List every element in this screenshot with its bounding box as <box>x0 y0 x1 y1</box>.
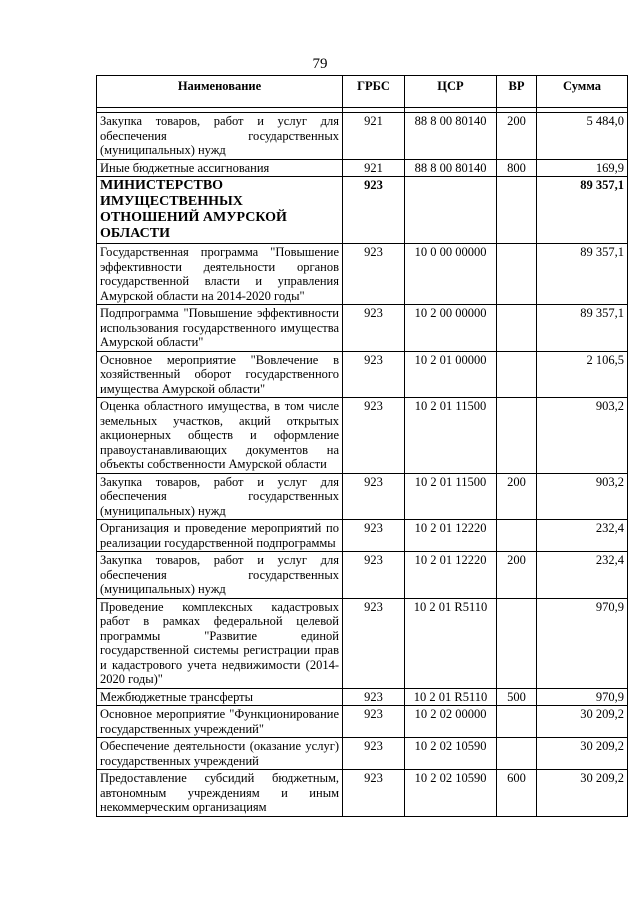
cell-vr: 200 <box>497 552 537 599</box>
table-row <box>97 688 628 706</box>
cell-name: Межбюджетные трансферты <box>97 688 343 706</box>
cell-sum: 169,9 <box>537 159 628 177</box>
cell-grbs: 923 <box>343 473 405 520</box>
cell-vr <box>497 244 537 305</box>
column-header-name: Наименование <box>97 76 343 108</box>
cell-csr: 10 2 01 00000 <box>405 351 497 398</box>
cell-sum: 970,9 <box>537 598 628 688</box>
table-row <box>97 305 628 352</box>
page-number: 79 <box>312 56 328 72</box>
table-row <box>97 770 628 817</box>
cell-sum: 232,4 <box>537 520 628 552</box>
cell-csr: 10 2 02 10590 <box>405 738 497 770</box>
cell-name: Обеспечение деятельности (оказание услуг) государственных учреждений <box>97 738 343 770</box>
cell-csr: 10 2 00 00000 <box>405 305 497 352</box>
table-row <box>97 552 628 599</box>
cell-grbs: 923 <box>343 770 405 817</box>
cell-sum: 30 209,2 <box>537 770 628 817</box>
cell-sum: 30 209,2 <box>537 706 628 738</box>
cell-sum: 89 357,1 <box>537 244 628 305</box>
cell-csr: 10 2 01 12220 <box>405 520 497 552</box>
cell-name: Закупка товаров, работ и услуг для обеспечения государственных (муниципальных) нужд <box>97 113 343 160</box>
cell-name: Проведение комплексных кадастровых работ в рамках федеральной целевой программы "Развитие единой государственной системы регистрации прав и кадастрового учета недвижимости (2014-2020 годы)" <box>97 598 343 688</box>
cell-csr <box>405 177 497 244</box>
cell-csr: 10 2 01 R5110 <box>405 688 497 706</box>
cell-vr: 200 <box>497 113 537 160</box>
cell-grbs: 923 <box>343 706 405 738</box>
cell-vr: 500 <box>497 688 537 706</box>
cell-grbs: 923 <box>343 244 405 305</box>
cell-vr <box>497 305 537 352</box>
cell-grbs: 921 <box>343 113 405 160</box>
cell-csr: 88 8 00 80140 <box>405 159 497 177</box>
cell-sum: 5 484,0 <box>537 113 628 160</box>
column-header-grbs: ГРБС <box>343 76 405 108</box>
cell-csr: 10 2 01 11500 <box>405 473 497 520</box>
cell-vr <box>497 706 537 738</box>
cell-name: Подпрограмма "Повышение эффективности использования государственного имущества Амурской области" <box>97 305 343 352</box>
table-row <box>97 159 628 177</box>
table-header-row <box>97 76 628 108</box>
table-row <box>97 598 628 688</box>
table-body <box>97 113 628 817</box>
cell-grbs: 923 <box>343 598 405 688</box>
cell-name: Основное мероприятие "Вовлечение в хозяйственный оборот государственного имущества Амурской области" <box>97 351 343 398</box>
cell-sum: 232,4 <box>537 552 628 599</box>
cell-csr: 10 0 00 00000 <box>405 244 497 305</box>
cell-grbs: 923 <box>343 177 405 244</box>
table-row <box>97 706 628 738</box>
cell-csr: 10 2 01 11500 <box>405 398 497 474</box>
table-row <box>97 520 628 552</box>
cell-vr: 800 <box>497 159 537 177</box>
table-row <box>97 351 628 398</box>
cell-grbs: 923 <box>343 552 405 599</box>
cell-name: Закупка товаров, работ и услуг для обеспечения государственных (муниципальных) нужд <box>97 473 343 520</box>
cell-csr: 10 2 02 10590 <box>405 770 497 817</box>
cell-name: Предоставление субсидий бюджетным, автономным учреждениям и иным некоммерческим организациям <box>97 770 343 817</box>
cell-sum: 903,2 <box>537 398 628 474</box>
cell-vr <box>497 398 537 474</box>
cell-csr: 10 2 01 12220 <box>405 552 497 599</box>
column-header-csr: ЦСР <box>405 76 497 108</box>
cell-sum: 903,2 <box>537 473 628 520</box>
column-header-vr: ВР <box>497 76 537 108</box>
cell-grbs: 923 <box>343 351 405 398</box>
cell-sum: 30 209,2 <box>537 738 628 770</box>
table-row <box>97 398 628 474</box>
table-row <box>97 738 628 770</box>
cell-vr: 200 <box>497 473 537 520</box>
cell-name: Оценка областного имущества, в том числе земельных участков, акций открытых акционерных обществ и оформление правоустанавливающих документов на объекты собственности Амурской области <box>97 398 343 474</box>
table-row <box>97 113 628 160</box>
table-row <box>97 473 628 520</box>
cell-csr: 88 8 00 80140 <box>405 113 497 160</box>
cell-vr <box>497 351 537 398</box>
cell-grbs: 923 <box>343 398 405 474</box>
cell-sum: 2 106,5 <box>537 351 628 398</box>
cell-name: Организация и проведение мероприятий по реализации государственной подпрограммы <box>97 520 343 552</box>
cell-grbs: 923 <box>343 305 405 352</box>
table-row <box>97 177 628 244</box>
cell-name: Закупка товаров, работ и услуг для обеспечения государственных (муниципальных) нужд <box>97 552 343 599</box>
cell-vr <box>497 520 537 552</box>
cell-vr <box>497 598 537 688</box>
cell-grbs: 923 <box>343 520 405 552</box>
cell-vr <box>497 177 537 244</box>
cell-grbs: 921 <box>343 159 405 177</box>
cell-grbs: 923 <box>343 738 405 770</box>
cell-vr: 600 <box>497 770 537 817</box>
cell-vr <box>497 738 537 770</box>
budget-table <box>96 75 628 817</box>
cell-csr: 10 2 01 R5110 <box>405 598 497 688</box>
cell-csr: 10 2 02 00000 <box>405 706 497 738</box>
table-row <box>97 244 628 305</box>
cell-name: МИНИСТЕРСТВО ИМУЩЕСТВЕННЫХ ОТНОШЕНИЙ АМУРСКОЙ ОБЛАСТИ <box>97 177 343 244</box>
column-header-sum: Сумма <box>537 76 628 108</box>
cell-name: Государственная программа "Повышение эффективности деятельности органов государственной власти и управления Амурской области на 2014-2020 годы" <box>97 244 343 305</box>
cell-sum: 89 357,1 <box>537 305 628 352</box>
cell-name: Основное мероприятие "Функционирование государственных учреждений" <box>97 706 343 738</box>
cell-sum: 89 357,1 <box>537 177 628 244</box>
cell-name: Иные бюджетные ассигнования <box>97 159 343 177</box>
cell-grbs: 923 <box>343 688 405 706</box>
cell-sum: 970,9 <box>537 688 628 706</box>
